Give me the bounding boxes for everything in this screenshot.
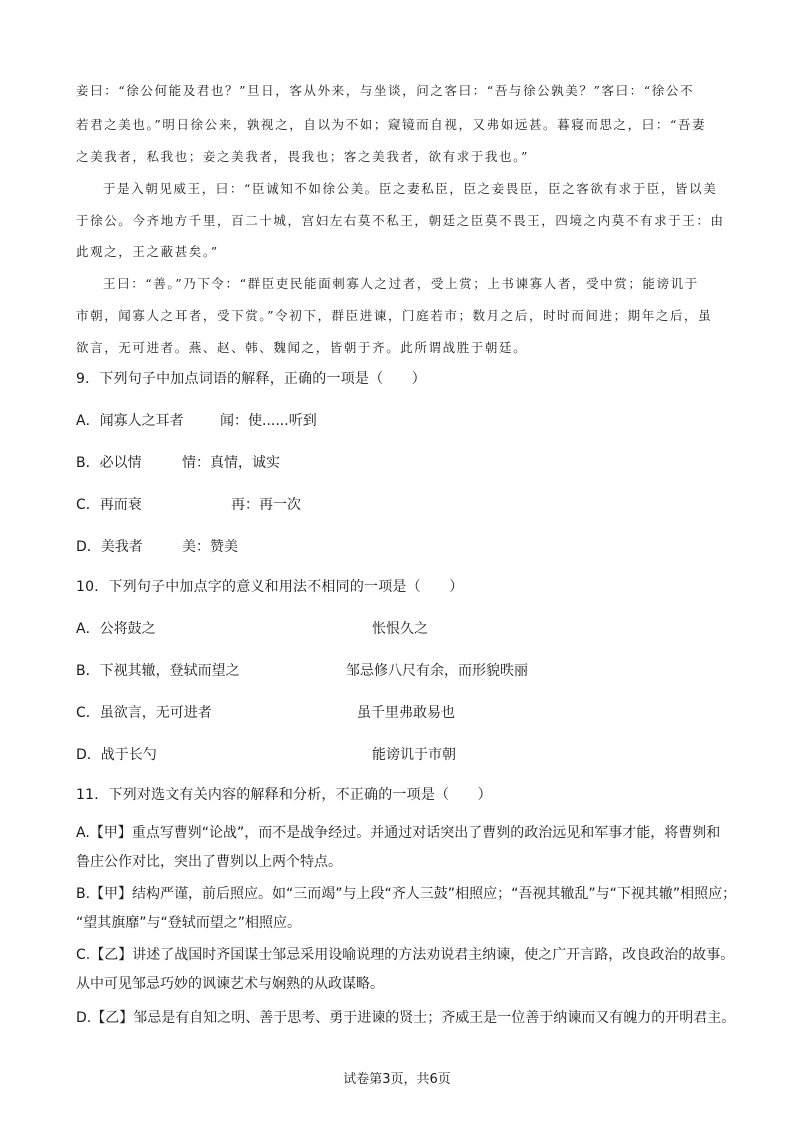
option-a: A．公将鼓之 xyxy=(76,621,156,637)
option-b-compare: 邹忌修八尺有余，而形貌昳丽 xyxy=(346,663,528,679)
option-b: B．必以情 xyxy=(76,455,142,471)
option-c-gloss: 再：再一次 xyxy=(231,497,301,513)
option-c: C．再而衰 xyxy=(76,497,142,513)
option-d: D．美我者 xyxy=(76,539,143,555)
option-d-gloss: 美：赞美 xyxy=(182,539,238,555)
option-d-compare: 能谤讥于市朝 xyxy=(372,747,456,763)
passage-line: 王曰：“善。”乃下令：“群臣吏民能面刺寡人之过者，受上赏；上书谏寡人者，受中赏；能谤讥于 xyxy=(103,276,699,291)
passage-line: 之美我者，私我也；妾之美我者，畏我也；客之美我者，欲有求于我也。” xyxy=(76,149,529,164)
option-d: D．战于长勺 xyxy=(76,747,157,763)
option-a-compare: 怅恨久之 xyxy=(372,621,428,637)
option-b-line-2: “望其旗靡”与“登轼而望之”相照应。 xyxy=(76,915,302,931)
option-c-line-2: 从中可见邹忌巧妙的讽谏艺术与娴熟的从政谋略。 xyxy=(76,976,384,992)
page-footer: 试卷第3页，共6页 xyxy=(343,1072,451,1087)
option-c-compare: 虽千里弗敢易也 xyxy=(357,705,455,721)
option-d-line-1: D.【乙】邹忌是有自知之明、善于思考、勇于进谏的贤士；齐威王是一位善于纳谏而又有魄力的开明君主。 xyxy=(76,1010,736,1026)
option-a-line-1: A.【甲】重点写曹刿“论战”，而不是战争经过。并通过对话突出了曹刿的政治远见和军事才能，将曹刿和 xyxy=(76,825,721,841)
option-c: C．虽欲言，无可进者 xyxy=(76,705,212,721)
option-b-line-1: B.【甲】结构严谨，前后照应。如“三而竭”与上段“齐人三鼓”相照应；“吾视其辙乱”与“下视其辙”相照应； xyxy=(76,886,737,902)
option-c-line-1: C.【乙】讲述了战国时齐国谋士邹忌采用设喻说理的方法劝说君主纳谏，使之广开言路，改良政治的故事。 xyxy=(76,947,735,963)
option-a: A．闻寡人之耳者 xyxy=(76,413,184,429)
option-b: B．下视其辙，登轼而望之 xyxy=(76,663,240,679)
passage-line: 市朝，闻寡人之耳者，受下赏。”令初下，群臣进谏，门庭若市；数月之后，时时而间进；期年之后，虽 xyxy=(76,308,713,323)
question-stem: 9．下列句子中加点词语的解释，正确的一项是（ ） xyxy=(76,371,426,387)
question-stem: 10．下列句子中加点字的意义和用法不相同的一项是（ ） xyxy=(76,579,464,595)
option-a-gloss: 闻：使......听到 xyxy=(220,413,317,429)
option-b-gloss: 情：真情，诚实 xyxy=(182,455,280,471)
option-a-line-2: 鲁庄公作对比，突出了曹刿以上两个特点。 xyxy=(76,854,342,870)
passage-line: 妾曰：“徐公何能及君也？”旦日，客从外来，与坐谈，问之客曰：“吾与徐公孰美？”客曰：“徐公不 xyxy=(76,83,695,98)
passage-line: 若君之美也。”明日徐公来，孰视之，自以为不如；窥镜而自视，又弗如远甚。暮寝而思之，曰：“吾妻 xyxy=(76,117,707,132)
passage-line: 欲言，无可进者。燕、赵、韩、魏闻之，皆朝于齐。此所谓战胜于朝廷。 xyxy=(76,340,528,355)
passage-line: 于徐公。今齐地方千里，百二十城，宫妇左右莫不私王，朝廷之臣莫不畏王，四境之内莫不有求于王：由 xyxy=(76,213,725,228)
question-stem: 11．下列对选文有关内容的解释和分析，不正确的一项是（ ） xyxy=(76,787,492,803)
passage-line: 此观之，王之蔽甚矣。” xyxy=(76,244,219,259)
passage-line: 于是入朝见威王，曰：“臣诚知不如徐公美。臣之妻私臣，臣之妾畏臣，臣之客欲有求于臣，皆以美 xyxy=(103,181,718,196)
